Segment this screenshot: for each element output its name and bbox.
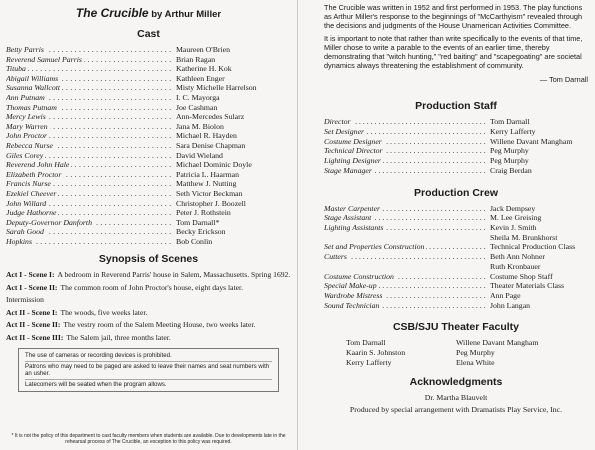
job-title: Wardrobe Mistress bbox=[324, 290, 383, 300]
cast-row bbox=[6, 160, 291, 170]
staff-name: Willene Davant Mangham bbox=[490, 136, 573, 146]
cast-role bbox=[6, 64, 174, 74]
cast-row bbox=[6, 227, 291, 237]
intermission-label: Intermission bbox=[6, 295, 44, 305]
role-name: Mary Warren bbox=[6, 121, 48, 131]
staff-row bbox=[324, 127, 588, 137]
cast-actor: Joe Cashman bbox=[176, 102, 218, 112]
staff-names bbox=[487, 301, 530, 311]
job-title: Sound Technician bbox=[324, 300, 380, 310]
staff-names bbox=[487, 204, 535, 214]
cast-actor: Katherine H. Kok bbox=[176, 64, 232, 74]
scene-act: Act I - Scene II: bbox=[6, 282, 58, 292]
staff-row bbox=[324, 272, 588, 282]
staff-job bbox=[324, 252, 487, 271]
cast-role bbox=[6, 112, 174, 122]
cast-row bbox=[6, 45, 291, 55]
staff-row bbox=[324, 137, 588, 147]
role-name: John Willard bbox=[6, 198, 47, 208]
staff-names bbox=[487, 223, 557, 242]
staff-name: Technical Production Class bbox=[490, 242, 576, 252]
staff-row bbox=[324, 156, 588, 166]
staff-names bbox=[487, 272, 553, 282]
job-title: Technical Director bbox=[324, 146, 383, 156]
staff-row bbox=[324, 252, 588, 271]
staff-heading: Production Staff bbox=[415, 100, 497, 113]
cast-row bbox=[6, 218, 291, 228]
staff-job bbox=[324, 146, 487, 156]
job-title: Stage Assistant bbox=[324, 213, 372, 223]
cast-actor: Jana M. Biolon bbox=[176, 121, 224, 131]
role-name: Giles Corey bbox=[6, 150, 44, 160]
cast-actor: David Wieland bbox=[176, 150, 223, 160]
cast-actor: Brian Ragan bbox=[176, 54, 216, 64]
staff-job bbox=[324, 223, 487, 242]
casting-footnote: * It is not the policy of this department to cast faculty members when students are available. Due to developments late in the rehearsal process of The Crucible, an exception to this policy was required. bbox=[11, 433, 286, 445]
cast-actor: Ann-Mercedes Sularz bbox=[176, 112, 245, 122]
role-name: Francis Nurse bbox=[6, 179, 51, 189]
faculty-name: Elena White bbox=[456, 357, 495, 367]
job-title: Director bbox=[324, 117, 351, 127]
cast-row bbox=[6, 131, 291, 141]
cast-actor: Seth Victor Beckman bbox=[176, 188, 243, 198]
staff-job bbox=[324, 301, 487, 311]
synopsis-heading: Synopsis of Scenes bbox=[98, 253, 199, 266]
cast-role bbox=[6, 122, 174, 132]
staff-names bbox=[487, 166, 532, 176]
staff-job bbox=[324, 156, 487, 166]
cast-row bbox=[6, 112, 291, 122]
job-title: Set and Properties Construction bbox=[324, 242, 425, 252]
cast-role bbox=[6, 179, 174, 189]
faculty-list bbox=[324, 338, 588, 367]
staff-name: Ruth Kronbauer bbox=[490, 261, 541, 271]
ack-heading: Acknowledgments bbox=[409, 376, 503, 389]
cast-row bbox=[6, 179, 291, 189]
faculty-name: Willene Davant Mangham bbox=[456, 338, 539, 348]
crew-list bbox=[324, 204, 588, 311]
staff-names bbox=[487, 117, 530, 127]
role-name: Hopkins bbox=[6, 236, 32, 246]
play-author: by Arthur Miller bbox=[151, 9, 222, 20]
staff-job bbox=[324, 281, 487, 291]
job-title: Costume Designer bbox=[324, 136, 382, 146]
staff-names bbox=[487, 146, 529, 156]
staff-row bbox=[324, 117, 588, 127]
cast-actor: Michael R. Hayden bbox=[176, 131, 237, 141]
staff-name: Theater Materials Class bbox=[490, 281, 565, 291]
note-paragraph-1: The Crucible was written in 1952 and first performed in 1953. The play functions as Arthur Miller's response to the beginnings of "McCarthyism" revealed through the decisions and judgments of the House Unamerican Activities Committee. bbox=[324, 3, 583, 30]
role-name: Betty Parris bbox=[6, 45, 44, 54]
staff-names bbox=[487, 156, 529, 166]
cast-actor: Becky Erickson bbox=[176, 227, 226, 237]
crew-heading: Production Crew bbox=[413, 186, 498, 199]
faculty-heading: CSB/SJU Theater Faculty bbox=[392, 321, 520, 334]
latecomer-notice: Latecomers will be seated when the program allows. bbox=[25, 379, 272, 389]
job-title: Lighting Designer bbox=[324, 156, 381, 166]
faculty-name: Peg Murphy bbox=[456, 348, 495, 358]
staff-job bbox=[324, 137, 487, 147]
staff-job bbox=[324, 213, 487, 223]
faculty-name: Tom Darnall bbox=[346, 338, 386, 348]
scene-row bbox=[6, 333, 291, 342]
cast-role bbox=[6, 199, 174, 209]
scene-desc: The common room of John Proctor's house, eight days later. bbox=[60, 282, 244, 292]
cast-actor: Michael Dominic Doyle bbox=[176, 160, 252, 170]
role-name: Reverend Samuel Parris bbox=[6, 54, 82, 64]
cast-row bbox=[6, 74, 291, 84]
role-name: Sarah Good bbox=[6, 227, 44, 237]
cast-row bbox=[6, 103, 291, 113]
staff-name: Peg Murphy bbox=[490, 146, 529, 156]
role-name: Ezekiel Cheever bbox=[6, 188, 57, 198]
cast-role bbox=[6, 151, 174, 161]
cast-actor: Maureen O'Brien bbox=[176, 45, 231, 54]
cast-role bbox=[6, 83, 174, 93]
cast-actor: Matthew J. Nutting bbox=[176, 179, 237, 189]
cast-role bbox=[6, 218, 174, 228]
cast-role bbox=[6, 74, 174, 84]
ack-name: Dr. Martha Blauvelt bbox=[424, 393, 488, 403]
note-signature: — Tom Darnall bbox=[539, 74, 588, 84]
cast-row bbox=[6, 64, 291, 74]
cast-actor: I. C. Mayorga bbox=[176, 92, 220, 102]
staff-name: Kerry Lafferty bbox=[490, 127, 536, 137]
scene-desc: The Salem jail, three months later. bbox=[66, 332, 171, 342]
cast-role bbox=[6, 103, 174, 113]
staff-names bbox=[487, 281, 564, 291]
staff-list bbox=[324, 117, 588, 175]
cast-role bbox=[6, 237, 174, 247]
role-name: Judge Hathorne bbox=[6, 208, 57, 218]
audience-notice bbox=[18, 348, 279, 392]
cast-role bbox=[6, 131, 174, 141]
cast-row bbox=[6, 199, 291, 209]
scene-desc: The vestry room of the Salem Meeting House, two weeks later. bbox=[63, 320, 256, 330]
cast-role bbox=[6, 208, 174, 218]
staff-name: Ann Page bbox=[490, 290, 521, 300]
ack-credit: Produced by special arrangement with Dramatists Play Service, Inc. bbox=[349, 405, 563, 415]
staff-name: Kevin J. Smith bbox=[490, 223, 537, 232]
staff-names bbox=[487, 137, 572, 147]
role-name: Ann Putnam bbox=[6, 92, 45, 102]
cast-row bbox=[6, 55, 291, 65]
faculty-name: Kerry Lafferty bbox=[346, 357, 392, 367]
cast-row bbox=[6, 189, 291, 199]
cast-role bbox=[6, 45, 174, 55]
play-name: The Crucible bbox=[75, 6, 149, 20]
staff-row bbox=[324, 166, 588, 176]
job-title: Stage Manager bbox=[324, 165, 372, 175]
cast-row bbox=[6, 83, 291, 93]
job-title: Cutters bbox=[324, 252, 347, 262]
faculty-name: Kaarin S. Johnston bbox=[346, 348, 406, 358]
scene-act: Act II - Scene II: bbox=[6, 320, 61, 330]
staff-row bbox=[324, 301, 588, 311]
staff-job bbox=[324, 117, 487, 127]
role-name: Rebecca Nurse bbox=[6, 140, 53, 150]
staff-job bbox=[324, 204, 487, 214]
cast-actor: Kathleen Enger bbox=[176, 73, 225, 83]
staff-row bbox=[324, 281, 588, 291]
role-name: John Proctor bbox=[6, 131, 48, 141]
play-title bbox=[6, 6, 291, 20]
staff-row bbox=[324, 291, 588, 301]
staff-names bbox=[487, 242, 575, 252]
staff-name: Beth Ann Nohner bbox=[490, 252, 546, 262]
cast-actor: Christopher J. Boozell bbox=[176, 198, 246, 208]
role-name: Abigail Williams bbox=[6, 73, 59, 83]
job-title: Set Designer bbox=[324, 127, 365, 137]
staff-job bbox=[324, 291, 487, 301]
job-title: Special Make-up bbox=[324, 281, 377, 291]
staff-names bbox=[487, 252, 545, 271]
cast-role bbox=[6, 227, 174, 237]
staff-row bbox=[324, 223, 588, 242]
job-title: Lighting Assistants bbox=[324, 223, 384, 232]
staff-names bbox=[487, 127, 536, 137]
staff-name: Costume Shop Staff bbox=[490, 271, 553, 281]
role-name: Thomas Putnam bbox=[6, 102, 57, 112]
scene-row bbox=[6, 270, 291, 279]
role-name: Tituba bbox=[6, 64, 26, 74]
staff-row bbox=[324, 242, 588, 252]
director-note bbox=[324, 4, 588, 84]
cast-role bbox=[6, 55, 174, 65]
scene-act: Act II - Scene III: bbox=[6, 332, 64, 342]
scene-row bbox=[6, 308, 291, 317]
job-title: Costume Construction bbox=[324, 271, 394, 281]
left-panel bbox=[0, 0, 297, 450]
cast-row bbox=[6, 151, 291, 161]
staff-name: Sheila M. Brunkhorst bbox=[490, 232, 558, 242]
cast-role bbox=[6, 189, 174, 199]
paging-notice: Patrons who may need to be paged are asked to leave their names and seat numbers with an usher. bbox=[25, 361, 272, 378]
role-name: Mercy Lewis bbox=[6, 112, 46, 122]
scene-row bbox=[6, 320, 291, 329]
staff-row bbox=[324, 204, 588, 214]
scene-act: Act II - Scene I: bbox=[6, 307, 58, 317]
cast-actor: Bob Conlin bbox=[176, 236, 213, 246]
staff-name: M. Lee Greising bbox=[490, 213, 542, 223]
staff-name: Tom Darnall bbox=[490, 117, 530, 127]
role-name: Susanna Wallcott bbox=[6, 83, 61, 93]
cast-row bbox=[6, 122, 291, 132]
cast-heading: Cast bbox=[137, 28, 160, 40]
staff-job bbox=[324, 127, 487, 137]
staff-name: John Langan bbox=[490, 300, 531, 310]
staff-row bbox=[324, 213, 588, 223]
scene-row bbox=[6, 283, 291, 292]
staff-job bbox=[324, 166, 487, 176]
scene-list bbox=[6, 270, 291, 341]
camera-notice: The use of cameras or recording devices is prohibited. bbox=[25, 351, 172, 359]
cast-row bbox=[6, 141, 291, 151]
cast-actor: Tom Darnall* bbox=[176, 217, 220, 227]
staff-job bbox=[324, 242, 487, 252]
cast-row bbox=[6, 170, 291, 180]
role-name: Elizabeth Proctor bbox=[6, 169, 62, 179]
right-panel bbox=[298, 0, 595, 450]
cast-role bbox=[6, 141, 174, 151]
cast-actor: Patricia L. Haarman bbox=[176, 169, 239, 179]
cast-row bbox=[6, 208, 291, 218]
staff-name: Craig Berdan bbox=[490, 165, 532, 175]
role-name: Deputy-Governor Danforth bbox=[6, 217, 92, 227]
staff-name: Jack Dempsey bbox=[490, 203, 536, 213]
staff-name: Peg Murphy bbox=[490, 156, 529, 166]
staff-names bbox=[487, 291, 521, 301]
cast-role bbox=[6, 170, 174, 180]
staff-job bbox=[324, 272, 487, 282]
cast-list bbox=[6, 45, 291, 246]
cast-row bbox=[6, 93, 291, 103]
cast-actor: Peter J. Rothstein bbox=[176, 208, 231, 218]
cast-row bbox=[6, 237, 291, 247]
cast-role bbox=[6, 93, 174, 103]
cast-role bbox=[6, 160, 174, 170]
cast-actor: Sara Denise Chapman bbox=[176, 140, 246, 150]
job-title: Master Carpenter bbox=[324, 203, 381, 213]
scene-desc: The woods, five weeks later. bbox=[60, 307, 148, 317]
role-name: Reverend John Hale bbox=[6, 160, 70, 170]
staff-row bbox=[324, 146, 588, 156]
scene-act: Act I - Scene I: bbox=[6, 270, 55, 280]
cast-actor: Misty Michelle Harrelson bbox=[176, 83, 257, 93]
note-paragraph-2: It is important to note that rather than write specifically to the events of that time, Miller chose to write a parable to the events of an earlier time, thereby demonstrating that "witch hunting," "red baiting" and "scapegoating" are societal dynamics always threatening the establishment of community. bbox=[324, 34, 583, 70]
scene-desc: A bedroom in Reverend Parris' house in Salem, Massachusetts. Spring 1692. bbox=[57, 270, 291, 280]
staff-names bbox=[487, 213, 541, 223]
